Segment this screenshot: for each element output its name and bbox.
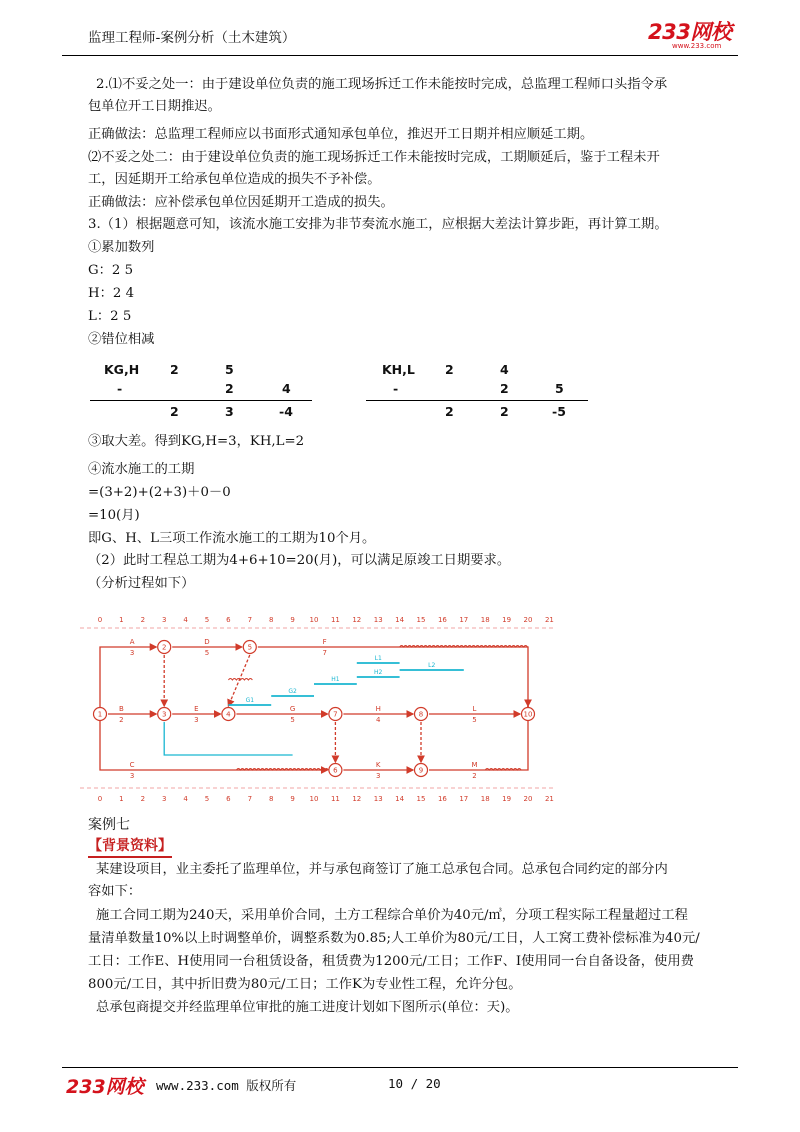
axis-tick-label: 12 bbox=[352, 795, 362, 803]
axis-tick-label: 16 bbox=[437, 795, 447, 803]
paragraph: ⑵不妥之处二：由于建设单位负责的施工现场拆迁工作未能按时完成，工期顺延后，鉴于工程未开 bbox=[88, 150, 660, 165]
background-heading: 【背景资料】 bbox=[88, 835, 172, 858]
header-rule bbox=[62, 55, 738, 56]
flow-bar-label: G2 bbox=[288, 688, 297, 695]
paragraph: L：2 5 bbox=[88, 309, 132, 324]
activity-name: H bbox=[375, 705, 381, 713]
axis-tick-label: 10 bbox=[309, 616, 319, 624]
brand-logo: 233网校 bbox=[648, 20, 732, 44]
table-cell: -4 bbox=[279, 404, 293, 419]
footer-logo: 233网校 bbox=[66, 1076, 144, 1098]
paragraph: 工，因延期开工给承包单位造成的损失不予补偿。 bbox=[88, 172, 381, 187]
axis-tick-label: 8 bbox=[268, 616, 274, 624]
activity-name: F bbox=[322, 638, 327, 646]
node-number: 9 bbox=[418, 766, 424, 775]
axis-tick-label: 11 bbox=[330, 616, 340, 624]
table-cell: 4 bbox=[500, 362, 509, 377]
axis-tick-label: 12 bbox=[352, 616, 362, 624]
paragraph: 2.⑴不妥之处一：由于建设单位负责的施工现场拆迁工作未能按时完成，总监理工程师口头指令承 bbox=[96, 77, 668, 92]
activity-duration: 5 bbox=[290, 716, 295, 724]
table-rule bbox=[366, 400, 588, 401]
axis-tick-label: 7 bbox=[247, 795, 253, 803]
axis-tick-label: 5 bbox=[204, 616, 210, 624]
paragraph: 工日：工作E、H使用同一台租赁设备，租赁费为1200元/工日；工作F、I使用同一台自备设备，使用费 bbox=[88, 954, 694, 969]
activity-name: C bbox=[129, 761, 135, 769]
table-cell: 4 bbox=[282, 381, 291, 396]
paragraph: 量清单数量10%以上时调整单价，调整系数为0.85;人工单价为80元/工日，人工窝工费补偿标准为40元/ bbox=[88, 931, 700, 946]
table-cell: 2 bbox=[170, 404, 179, 419]
activity-arrow bbox=[100, 647, 156, 714]
table-cell: - bbox=[393, 381, 399, 396]
table-cell: 5 bbox=[225, 362, 234, 377]
activity-duration: 5 bbox=[204, 649, 210, 657]
activity-name: L bbox=[472, 705, 477, 713]
activity-duration: 2 bbox=[472, 772, 477, 780]
paragraph: H：2 4 bbox=[88, 286, 135, 301]
axis-tick-label: 0 bbox=[97, 616, 103, 624]
flow-bar-label: H1 bbox=[331, 676, 340, 683]
activity-name: D bbox=[204, 638, 210, 646]
header-title: 监理工程师-案例分析（土木建筑） bbox=[88, 30, 296, 46]
table-cell: -5 bbox=[552, 404, 566, 419]
node-number: 5 bbox=[247, 643, 253, 652]
node-number: 8 bbox=[418, 710, 424, 719]
axis-tick-label: 13 bbox=[373, 795, 383, 803]
axis-tick-label: 13 bbox=[373, 616, 383, 624]
axis-tick-label: 6 bbox=[226, 616, 231, 624]
paragraph: 施工合同工期为240天，采用单价合同，土方工程综合单价为40元/㎥，分项工程实际工程量超过工程 bbox=[96, 908, 688, 923]
axis-tick-label: 9 bbox=[290, 795, 295, 803]
axis-tick-label: 18 bbox=[480, 795, 490, 803]
table-cell: 3 bbox=[225, 404, 234, 419]
axis-tick-label: 5 bbox=[204, 795, 210, 803]
axis-tick-label: 14 bbox=[395, 795, 405, 803]
axis-tick-label: 3 bbox=[161, 795, 167, 803]
axis-tick-label: 0 bbox=[97, 795, 103, 803]
page-number: 10 / 20 bbox=[388, 1076, 441, 1091]
node-number: 10 bbox=[523, 710, 533, 719]
table-cell: 2 bbox=[170, 362, 179, 377]
table-cell: - bbox=[117, 381, 123, 396]
paragraph: ③取大差。得到KG,H=3，KH,L=2 bbox=[88, 434, 305, 449]
activity-duration: 2 bbox=[119, 716, 124, 724]
node-number: 1 bbox=[97, 710, 103, 719]
node-number: 4 bbox=[226, 710, 231, 719]
axis-tick-label: 2 bbox=[140, 616, 146, 624]
table-cell: 2 bbox=[225, 381, 234, 396]
axis-tick-label: 15 bbox=[416, 795, 426, 803]
node-number: 2 bbox=[161, 643, 167, 652]
axis-tick-label: 3 bbox=[161, 616, 167, 624]
paragraph: =10(月) bbox=[88, 508, 140, 523]
paragraph: （2）此时工程总工期为4+6+10=20(月)，可以满足原竣工日期要求。 bbox=[88, 553, 511, 568]
paragraph: 即G、H、L三项工作流水施工的工期为10个月。 bbox=[88, 531, 376, 546]
paragraph: G：2 5 bbox=[88, 263, 134, 278]
activity-name: B bbox=[118, 705, 124, 713]
axis-tick-label: 10 bbox=[309, 795, 319, 803]
axis-tick-label: 4 bbox=[183, 795, 188, 803]
activity-name: G bbox=[289, 705, 296, 713]
activity-duration: 3 bbox=[194, 716, 199, 724]
axis-tick-label: 17 bbox=[459, 616, 469, 624]
paragraph: 正确做法：应补偿承包单位因延期开工造成的损失。 bbox=[88, 195, 394, 210]
axis-tick-label: 7 bbox=[247, 616, 253, 624]
axis-tick-label: 20 bbox=[523, 616, 533, 624]
activity-name: A bbox=[129, 638, 135, 646]
axis-tick-label: 20 bbox=[523, 795, 533, 803]
brand-logo-url: www.233.com bbox=[672, 42, 722, 50]
paragraph: 总承包商提交并经监理单位审批的施工进度计划如下图所示(单位：天)。 bbox=[96, 1000, 519, 1015]
footer-copyright: www.233.com 版权所有 bbox=[156, 1078, 297, 1093]
axis-tick-label: 1 bbox=[119, 795, 124, 803]
activity-arrow bbox=[429, 706, 528, 770]
table-cell: 2 bbox=[445, 404, 454, 419]
node-number: 6 bbox=[333, 766, 338, 775]
flow-bar-label: L1 bbox=[374, 655, 382, 662]
flow-bar-label: H2 bbox=[374, 669, 383, 676]
paragraph: （分析过程如下） bbox=[88, 576, 195, 591]
activity-name: M bbox=[471, 761, 478, 769]
axis-tick-label: 21 bbox=[544, 616, 554, 624]
axis-tick-label: 21 bbox=[544, 795, 554, 803]
axis-tick-label: 6 bbox=[226, 795, 231, 803]
activity-name: K bbox=[375, 761, 381, 769]
flow-bar-label: G1 bbox=[245, 697, 255, 704]
flow-bar-label: L2 bbox=[428, 662, 436, 669]
paragraph: =(3+2)+(2+3)＋0－0 bbox=[88, 485, 231, 500]
table-cell: 2 bbox=[500, 404, 509, 419]
paragraph: 正确做法：总监理工程师应以书面形式通知承包单位，推迟开工日期并相应顺延工期。 bbox=[88, 127, 594, 142]
paragraph: 800元/工日，其中折旧费为80元/工日；工作K为专业性工程，允许分包。 bbox=[88, 977, 522, 992]
paragraph: 包单位开工日期推迟。 bbox=[88, 99, 221, 114]
axis-tick-label: 19 bbox=[502, 795, 512, 803]
axis-tick-label: 16 bbox=[437, 616, 447, 624]
activity-duration: 3 bbox=[129, 649, 135, 657]
axis-tick-label: 19 bbox=[502, 616, 512, 624]
axis-tick-label: 4 bbox=[183, 616, 188, 624]
axis-tick-label: 1 bbox=[119, 616, 124, 624]
table-label: KH,L bbox=[382, 362, 415, 377]
table-cell: 2 bbox=[500, 381, 509, 396]
axis-tick-label: 17 bbox=[459, 795, 469, 803]
case-title: 案例七 bbox=[88, 817, 130, 833]
paragraph: 容如下： bbox=[88, 884, 142, 899]
paragraph: 3.（1）根据题意可知，该流水施工安排为非节奏流水施工，应根据大差法计算步距，再计算工期。 bbox=[88, 217, 668, 232]
node-number: 3 bbox=[161, 710, 167, 719]
table-cell: 5 bbox=[555, 381, 564, 396]
node-number: 7 bbox=[333, 710, 338, 719]
activity-duration: 7 bbox=[322, 649, 327, 657]
axis-tick-label: 15 bbox=[416, 616, 426, 624]
activity-name: E bbox=[194, 705, 199, 713]
axis-tick-label: 18 bbox=[480, 616, 490, 624]
paragraph: ①累加数列 bbox=[88, 240, 155, 255]
activity-duration: 3 bbox=[375, 772, 381, 780]
axis-tick-label: 2 bbox=[140, 795, 146, 803]
axis-tick-label: 11 bbox=[330, 795, 340, 803]
footer-rule bbox=[62, 1067, 738, 1068]
table-rule bbox=[90, 400, 312, 401]
table-cell: 2 bbox=[445, 362, 454, 377]
paragraph: ②错位相减 bbox=[88, 332, 155, 347]
table-label: KG,H bbox=[104, 362, 140, 377]
network-diagram bbox=[80, 610, 570, 810]
axis-tick-label: 8 bbox=[268, 795, 274, 803]
paragraph: 某建设项目，业主委托了监理单位，并与承包商签订了施工总承包合同。总承包合同约定的部分内 bbox=[96, 862, 668, 877]
activity-duration: 4 bbox=[375, 716, 381, 724]
paragraph: ④流水施工的工期 bbox=[88, 462, 195, 477]
flow-link bbox=[164, 722, 292, 755]
axis-tick-label: 9 bbox=[290, 616, 295, 624]
activity-duration: 3 bbox=[129, 772, 135, 780]
axis-tick-label: 14 bbox=[395, 616, 405, 624]
activity-duration: 5 bbox=[472, 716, 477, 724]
